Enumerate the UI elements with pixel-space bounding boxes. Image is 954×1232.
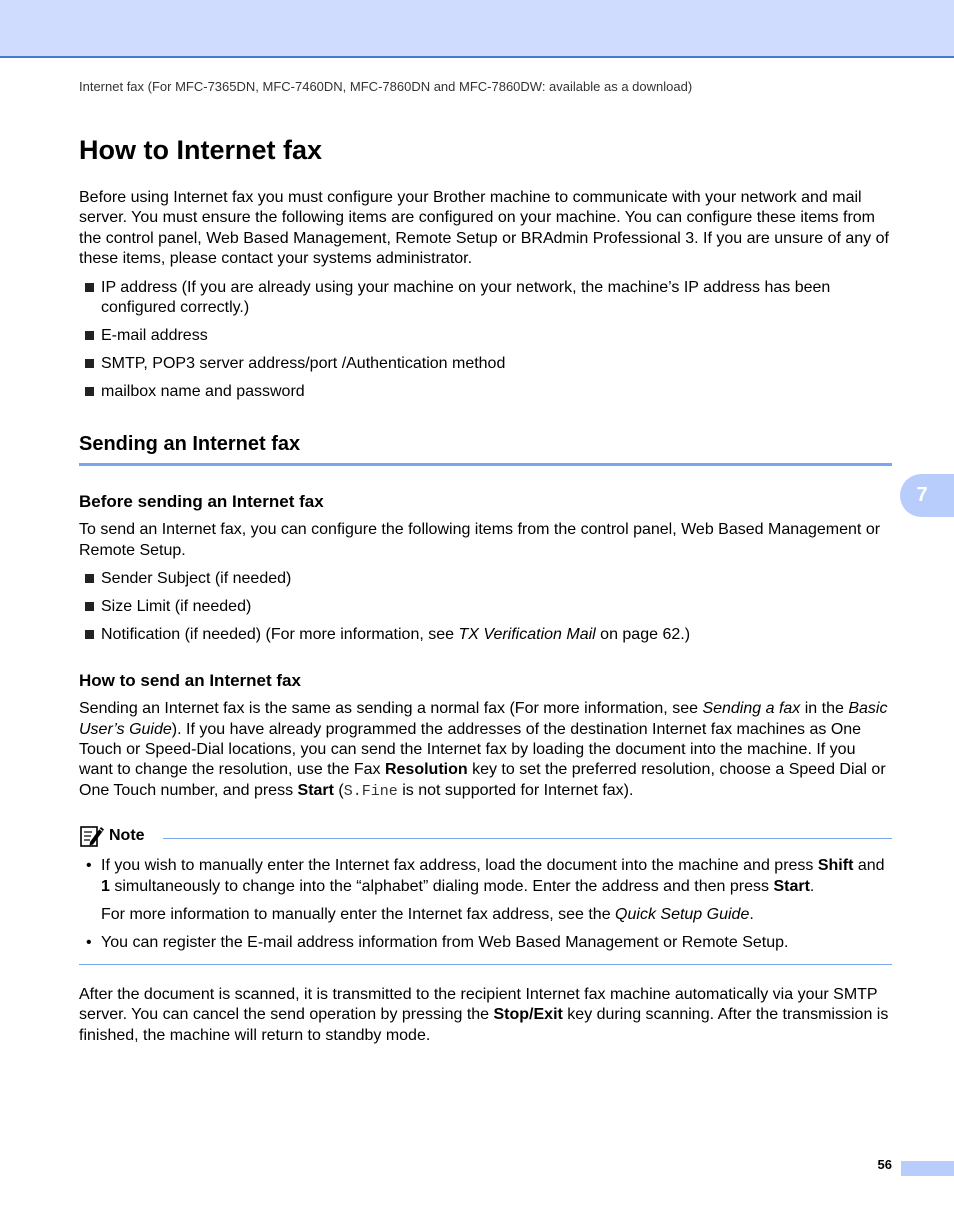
note-pencil-icon: [79, 823, 105, 849]
chapter-tab: 7: [900, 474, 954, 517]
square-bullet-icon: [85, 283, 94, 292]
note-box: [79, 822, 892, 965]
subheading-before-sending: Before sending an Internet fax: [79, 492, 324, 512]
lcd-text: S.Fine: [343, 782, 398, 800]
square-bullet-icon: [85, 574, 94, 583]
square-bullet-icon: [85, 331, 94, 340]
list-item: E-mail address: [79, 326, 892, 346]
how-to-send-paragraph: Sending an Internet fax is the same as sending a normal fax (For more information, see Sending a fax in the Basic User’s Guide). If you have already programmed the addresses of the destination Internet fax machines as One Touch or Speed-Dial locations, you can send the Internet fax by loading the document into the machine. If you want to change the resolution, use the Fax Resolution key to set the preferred resolution, choose a Speed Dial or One Touch number, and press Start (S.Fine is not supported for Internet fax).: [79, 700, 888, 800]
square-bullet-icon: [85, 359, 94, 368]
note-header: [79, 822, 892, 850]
key-name: Resolution: [384, 761, 468, 779]
list-item: Size Limit (if needed): [79, 597, 892, 617]
note-list: [79, 856, 892, 954]
page-number-bar: [901, 1161, 954, 1176]
key-name: Start: [773, 877, 810, 895]
bullet-dot-icon: •: [86, 934, 92, 952]
page-title: How to Internet fax: [79, 135, 323, 165]
before-sending-list: [79, 569, 892, 645]
list-item: Notification (if needed) (For more information, see TX Verification Mail on page 62.): [79, 625, 892, 645]
key-name: 1: [101, 877, 110, 895]
list-item: SMTP, POP3 server address/port /Authentication method: [79, 354, 892, 374]
note-label: Note: [109, 827, 145, 845]
note-top-rule: [163, 838, 892, 839]
before-sending-paragraph: To send an Internet fax, you can configure the following items from the control panel, Web Based Management or Remote Setup.: [79, 521, 881, 559]
subheading-how-to-send: How to send an Internet fax: [79, 671, 301, 691]
cross-reference: Sending a fax: [702, 700, 801, 718]
square-bullet-icon: [85, 602, 94, 611]
note-item: • You can register the E-mail address information from Web Based Management or Remote Setup.: [79, 933, 892, 953]
list-item: mailbox name and password: [79, 382, 892, 402]
list-item: Sender Subject (if needed): [79, 569, 892, 589]
intro-paragraph: Before using Internet fax you must configure your Brother machine to communicate with your network and mail server. You must ensure the following items are configured on your machine. You can configure these items from the control panel, Web Based Management, Remote Setup or BRAdmin Professional 3. If you are unsure of any of these items, please contact your systems administrator.: [79, 189, 889, 268]
running-header: Internet fax (For MFC-7365DN, MFC-7460DN, MFC-7860DN and MFC-7860DW: available as a download): [79, 79, 693, 94]
section-heading-sending: Sending an Internet fax: [79, 430, 892, 466]
square-bullet-icon: [85, 387, 94, 396]
guide-reference: Basic User’s Guide: [79, 700, 888, 738]
requirements-list: [79, 278, 892, 403]
top-header-band: [0, 0, 954, 58]
list-item: IP address (If you are already using your machine on your network, the machine’s IP address has been configured correctly.): [79, 278, 892, 319]
cross-reference: TX Verification Mail: [458, 625, 596, 643]
guide-reference: Quick Setup Guide: [615, 906, 750, 924]
key-name: Start: [297, 781, 334, 799]
key-name: Stop/Exit: [493, 1006, 563, 1024]
note-bottom-rule: [79, 964, 892, 965]
page-number: 56: [877, 1157, 892, 1172]
bullet-dot-icon: •: [86, 857, 92, 875]
closing-paragraph: After the document is scanned, it is transmitted to the recipient Internet fax machine automatically via your SMTP server. You can cancel the send operation by pressing the Stop/Exit key during scanning. After the transmission is finished, the machine will return to standby mode.: [79, 985, 889, 1044]
key-name: Shift: [817, 857, 854, 875]
page-content: [79, 130, 892, 1054]
square-bullet-icon: [85, 630, 94, 639]
note-item: • If you wish to manually enter the Internet fax address, load the document into the machine and press Shift and 1 simultaneously to change into the “alphabet” dialing mode. Enter the address and then press Start. For more information to manually enter the Internet fax address, see the Quick Setup Guide.: [86, 857, 885, 924]
